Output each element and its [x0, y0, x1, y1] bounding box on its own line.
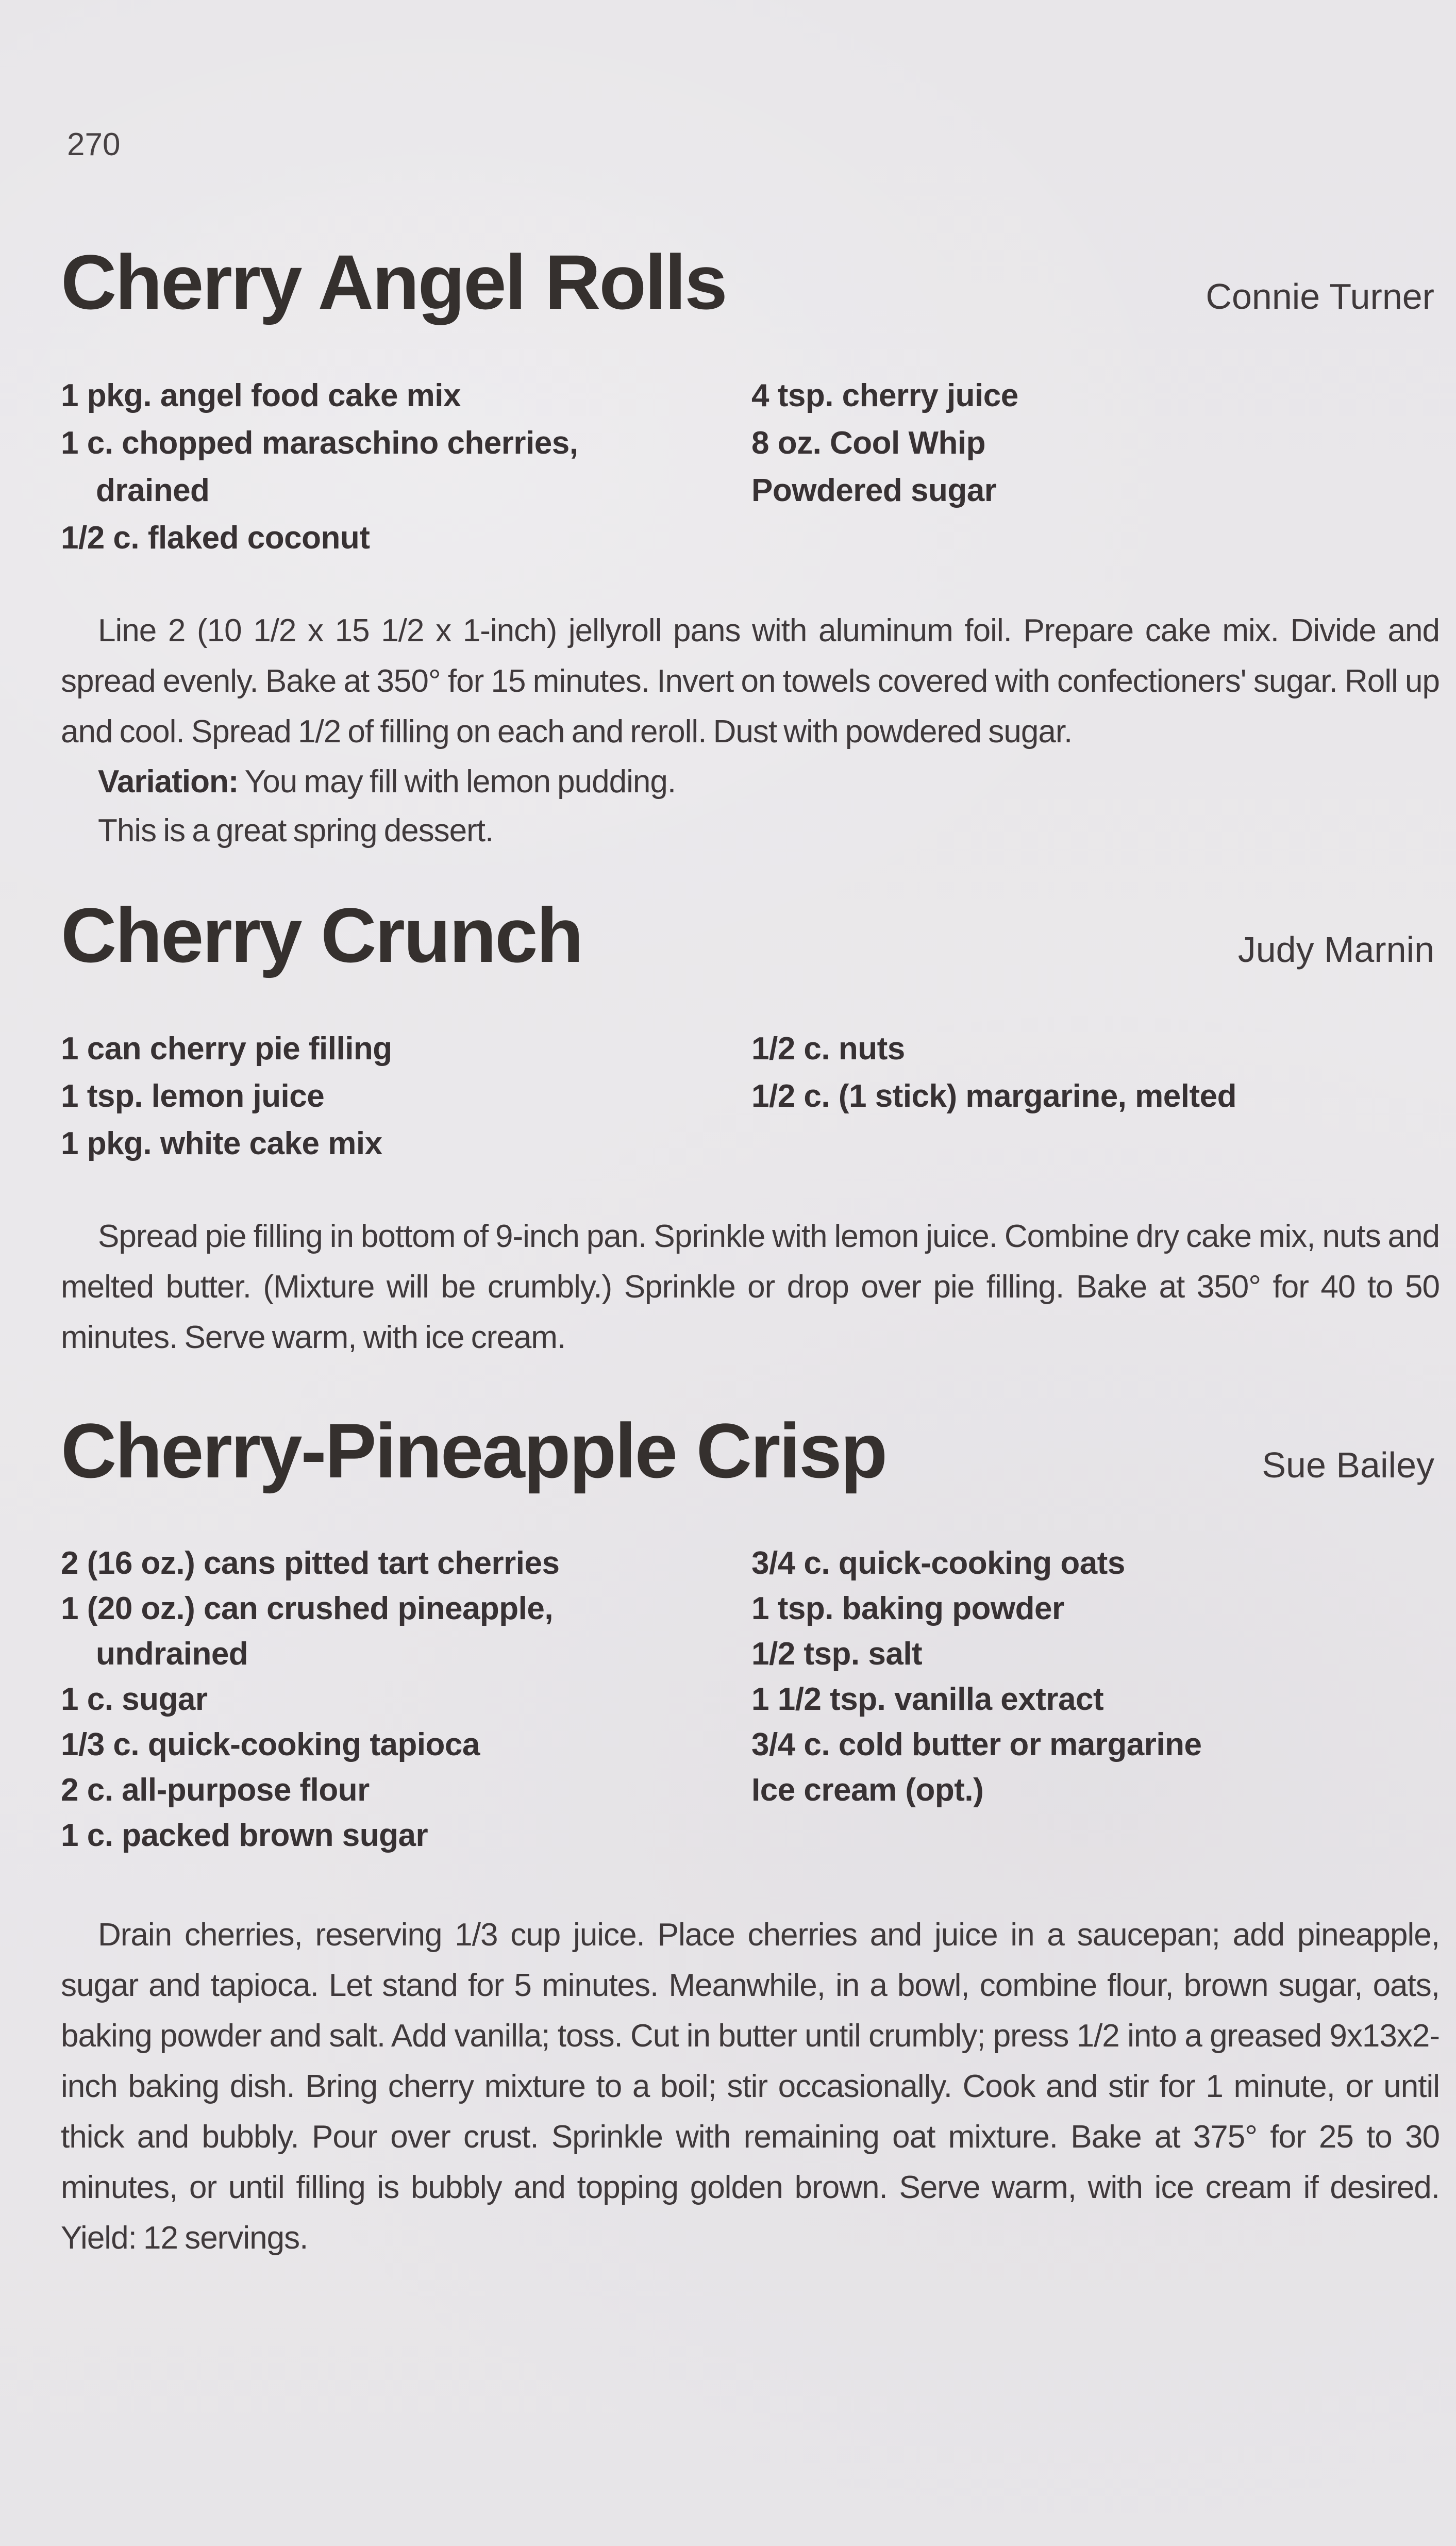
- ingredient-column-right: [751, 372, 1440, 514]
- ingredient: 1/2 tsp. salt: [751, 1636, 923, 1672]
- recipe-byline: Judy Marnin: [1237, 929, 1434, 970]
- recipe-directions: Drain cherries, reserving 1/3 cup juice. Place cherries and juice in a saucepan; add pineapple, sugar and tapioca. Let stand for 5 minutes. Meanwhile, in a bowl, combine flour, brown sugar, oats, baking powder and salt. Add vanilla; toss. Cut in butter until crumbly; press 1/2 into a greased 9x13x2-inch baking dish. Bring cherry mixture to a boil; stir occasionally. Cook and stir for 1 minute, or until thick and bubbly. Pour over crust. Sprinkle with remaining oat mixture. Bake at 375° for 25 to 30 minutes, or until filling is bubbly and topping golden brown. Serve warm, with ice cream if desired. Yield: 12 servings.: [61, 1917, 1440, 2256]
- ingredient: Powdered sugar: [751, 473, 997, 508]
- ingredient: Ice cream (opt.): [751, 1772, 984, 1808]
- ingredient: 1 tsp. baking powder: [751, 1591, 1064, 1626]
- ingredient: 2 c. all-purpose flour: [61, 1772, 370, 1808]
- recipe-title: Cherry Crunch: [61, 892, 582, 978]
- ingredient-column-left: [61, 1025, 751, 1168]
- variation-text: You may fill with lemon pudding.: [238, 764, 676, 800]
- recipe-header: [61, 241, 1440, 323]
- recipe-byline: Connie Turner: [1206, 276, 1434, 317]
- ingredient: 3/4 c. cold butter or margarine: [751, 1727, 1202, 1762]
- ingredient: 1 1/2 tsp. vanilla extract: [751, 1682, 1104, 1717]
- recipe-cherry-crunch: [61, 894, 1440, 1363]
- recipe-header: [61, 1409, 1440, 1492]
- ingredient-list: [61, 1025, 1440, 1168]
- ingredient: 1/3 c. quick-cooking tapioca: [61, 1727, 480, 1762]
- ingredient: 1 pkg. angel food cake mix: [61, 378, 461, 413]
- recipe-title: Cherry Angel Rolls: [61, 239, 726, 325]
- ingredient-continuation: undrained: [96, 1636, 248, 1672]
- ingredient: 3/4 c. quick-cooking oats: [751, 1545, 1125, 1581]
- recipe-note: This is a great spring dessert.: [98, 813, 494, 848]
- recipe-directions: Line 2 (10 1/2 x 15 1/2 x 1-inch) jellyroll pans with aluminum foil. Prepare cake mix. Divide and spread evenly. Bake at 350° for 15 minutes. Invert on towels covered with confectioners' sugar. Roll up and cool. Spread 1/2 of filling on each and reroll. Dust with powdered sugar.: [61, 613, 1440, 750]
- ingredient: 1 c. chopped maraschino cherries,: [61, 425, 578, 461]
- page-number: 270: [67, 127, 121, 162]
- ingredient: 1 (20 oz.) can crushed pineapple,: [61, 1591, 554, 1626]
- ingredient: 1/2 c. flaked coconut: [61, 520, 370, 556]
- ingredient-list: [61, 1541, 1440, 1858]
- ingredient: 1 pkg. white cake mix: [61, 1126, 382, 1161]
- ingredient: 1 c. sugar: [61, 1682, 208, 1717]
- ingredient-list: [61, 372, 1440, 562]
- recipe-directions: Spread pie filling in bottom of 9-inch pan. Sprinkle with lemon juice. Combine dry cake mix, nuts and melted butter. (Mixture will be crumbly.) Sprinkle or drop over pie filling. Bake at 350° for 40 to 50 minutes. Serve warm, with ice cream.: [61, 1219, 1440, 1355]
- ingredient: 4 tsp. cherry juice: [751, 378, 1018, 413]
- recipe-variation: [61, 757, 1440, 806]
- ingredient-column-right: [751, 1025, 1440, 1120]
- ingredient: 8 oz. Cool Whip: [751, 425, 985, 461]
- ingredient-continuation: drained: [96, 473, 210, 508]
- ingredient: 1 c. packed brown sugar: [61, 1818, 428, 1853]
- ingredient: 1 tsp. lemon juice: [61, 1078, 325, 1114]
- recipe-cherry-pineapple-crisp: [61, 1409, 1440, 2264]
- ingredient: 1 can cherry pie filling: [61, 1031, 392, 1067]
- ingredient-column-right: [751, 1541, 1440, 1813]
- ingredient: 1/2 c. nuts: [751, 1031, 905, 1067]
- variation-label: Variation:: [98, 764, 239, 800]
- ingredient-column-left: [61, 1541, 751, 1858]
- recipe-byline: Sue Bailey: [1262, 1445, 1434, 1485]
- ingredient: 2 (16 oz.) cans pitted tart cherries: [61, 1545, 560, 1581]
- recipe-cherry-angel-rolls: [61, 241, 1440, 855]
- recipe-header: [61, 894, 1440, 976]
- recipe-title: Cherry-Pineapple Crisp: [61, 1407, 886, 1494]
- ingredient-column-left: [61, 372, 751, 562]
- ingredient: 1/2 c. (1 stick) margarine, melted: [751, 1078, 1236, 1114]
